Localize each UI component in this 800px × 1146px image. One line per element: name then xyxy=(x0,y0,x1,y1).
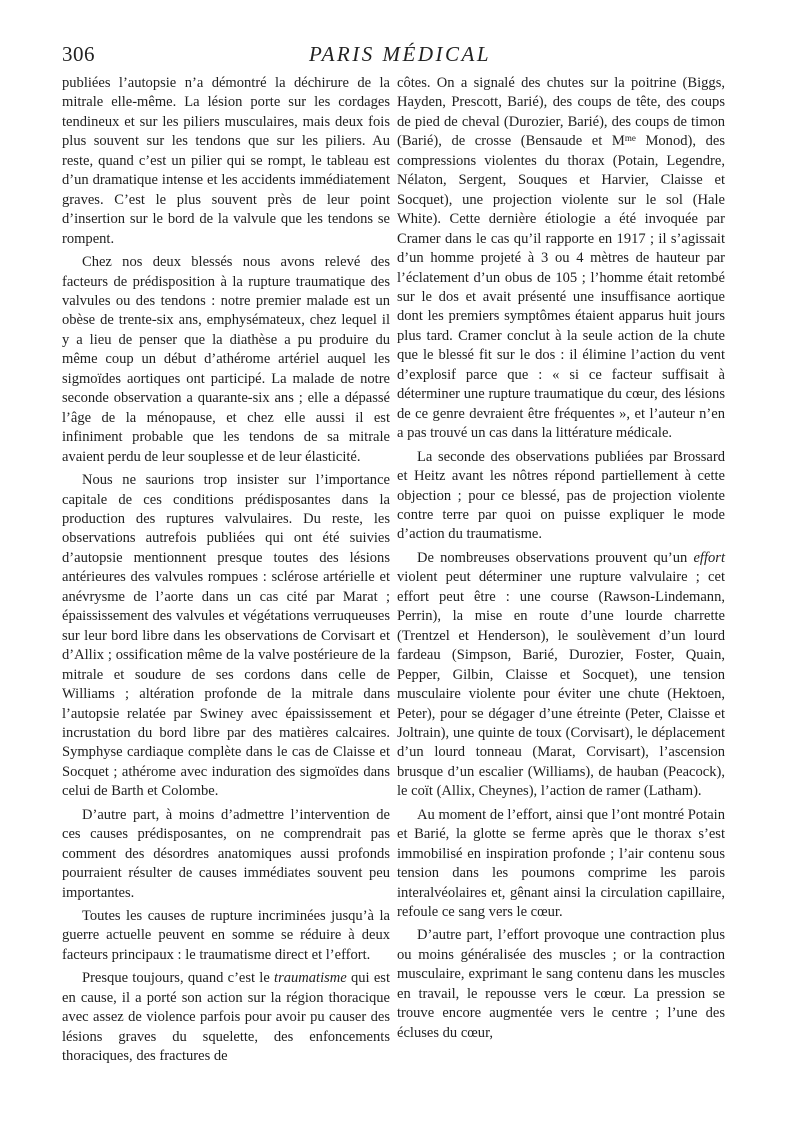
superscript: me xyxy=(624,133,636,144)
text-run: qui est en cause, il a porté son action sur la région thoracique avec assez de violence parfois pour avoir pu causer des lésions graves du squelette, des enfoncements thoraciques, des fractures de xyxy=(62,970,390,1065)
right-column xyxy=(397,74,725,1134)
paragraph-continuation: publiées l’autopsie n’a démontré la déchirure de la mitrale elle-même. La lésion porte sur les cordages tendineux et sur les piliers musculaires, mais deux fois plus souvent sur les tendons que sur les piliers. Au reste, quand c’est un pilier qui se rompt, le tableau est d’un dramatique intense et les accidents immédiatement graves. C’est le plus souvent près de leur point d’insertion sur le bord de la valvule que les tendons se rompent. xyxy=(62,75,390,247)
text-run: côtes. On a signalé des chutes sur la poitrine (Biggs, Hayden, Prescott, Barié), des coups de tête, des coups de pied de cheval (Durozier, Barié), des coups de timon (Barié), de crosse (Bensaude et M xyxy=(397,75,725,150)
paragraph: La seconde des observations publiées par Brossard et Heitz avant les nôtres répond partiellement à cette objection ; pour ce blessé, pas de projection violente contre terre par quoi on puisse expliquer le mode d’action du traumatisme. xyxy=(397,448,725,543)
running-title: PARIS MÉDICAL xyxy=(308,42,491,66)
paragraph: D’autre part, l’effort provoque une contraction plus ou moins généralisée des muscles ; or la contraction musculaire, exprimant le sang contenu dans les muscles en travail, le repousse vers le cœur. La pression se trouve encore augmentée vers le centre ; l’une des écluses du cœur, xyxy=(397,927,725,1041)
paragraph: Toutes les causes de rupture incriminées jusqu’à la guerre actuelle peuvent en somme se réduire à deux facteurs principaux : le traumatisme direct et l’effort. xyxy=(62,908,390,963)
left-column xyxy=(62,74,390,1134)
italic-term: traumatisme xyxy=(274,970,347,987)
paragraph: D’autre part, à moins d’admettre l’intervention de ces causes prédisposantes, on ne comprendrait pas comment des désordres anatomiques aussi profonds pourraient résulter de causes immédiates souvent peu importantes. xyxy=(62,806,390,901)
text-run: Presque toujours, quand c’est le xyxy=(82,970,275,987)
paragraph xyxy=(397,549,725,802)
paragraph: Au moment de l’effort, ainsi que l’ont montré Potain et Barié, la glotte se ferme après que le thorax s’est immobilisé en inspiration profonde ; l’air contenu sous tension dans les poumons comprime les parois interalvéolaires et, gênant ainsi la circulation capillaire, refoule ce sang vers le cœur. xyxy=(397,806,725,921)
paragraph: Chez nos deux blessés nous avons relevé des facteurs de prédisposition à la rupture traumatique des valvules ou des tendons : notre premier malade est un obèse de trente-six ans, emphysémateux, chez lequel il y a lieu de penser que la diathèse a pu produire du même coup un début d’athérome artériel auquel les sigmoïdes aortiques ont participé. La malade de notre seconde observation a quarante-six ans ; elle a dépassé l’âge de la ménopause, et chez elle aussi il est infiniment probable que les tendons de sa mitrale avaient perdu de leur souplesse et de leur élasticité. xyxy=(62,254,390,465)
paragraph xyxy=(62,969,390,1066)
page-number: 306 xyxy=(62,42,95,66)
page-header xyxy=(62,40,738,70)
text-run: violent peut déterminer une rupture valvulaire ; cet effort peut être : une course (Rawson-Lindemann, Perrin), la mise en route d’une lourde charrette (Trentzel et Henderson), le soulèvement d’un lourd fardeau (Simpson, Barié, Durozier, Foster, Quain, Pepper, Gilbin, Claisse et Socquet), une tension musculaire violente pour éviter une chute (Hektoen, Peter), pour se dégager d’une étreinte (Peter, Claisse et Joltrain), une quinte de toux (Corvisart), le déplacement d’un lourd tonneau (Marat, Corvisart), l’ascension brusque d’un escalier (Williams), de hauban (Peacock), le coït (Allix, Cheynes), l’action de ramer (Latham). xyxy=(397,569,725,800)
italic-term: effort xyxy=(693,549,725,566)
text-run: De nombreuses observations prouvent qu’un xyxy=(417,549,694,566)
text-run: Monod), des compressions violentes du thorax (Potain, Legendre, Nélaton, Sergent, Souques et Harvier, Claisse et Socquet), une projection violente sur le sol (Hale White). Cette dernière étiologie a été invoquée par Cramer dans le cas qu’il rapporte en 1917 ; il s’agissait d’un homme projeté à 3 ou 4 mètres de hauteur par l’éclatement d’un obus de 105 ; l’homme était retombé sur le dos et avait présenté une insuffisance aortique dont les premiers symptômes étaient apparus huit jours plus tard. Cramer conclut à la seule action de la chute que le blessé fit sur le dos : il élimine l’action du vent d’explosif parce que : « si ce facteur suffisait à déterminer une rupture traumatique du cœur, des lésions de ce genre devraient être fréquentes », et l’auteur n’en a pas trouvé un cas dans la littérature médicale. xyxy=(397,133,725,442)
paragraph-continuation xyxy=(397,74,725,444)
paragraph: Nous ne saurions trop insister sur l’importance capitale de ces conditions prédisposantes dans la production des ruptures valvulaires. Du reste, les observations autrefois publiées qui ont été suivies d’autopsie mentionnent presque toutes des lésions antérieures des valvules rompues : sclérose artérielle et anévrysme de l’aorte dans un cas cité par Marat ; épaississement des valvules et végétations verruqueuses sur leur bord libre dans les observations de Corvisart et d’Allix ; ossification même de la valve postérieure de la mitrale et soudure de ses cordons dans celle de Williams ; altération profonde de la mitrale dans l’autopsie relatée par Swiney avec épaississement et incrustation du bord libre par des matières calcaires. Symphyse cardiaque complète dans le cas de Claisse et Socquet ; athérome avec induration des sigmoïdes dans celui de Barth et Colombe. xyxy=(62,472,390,800)
